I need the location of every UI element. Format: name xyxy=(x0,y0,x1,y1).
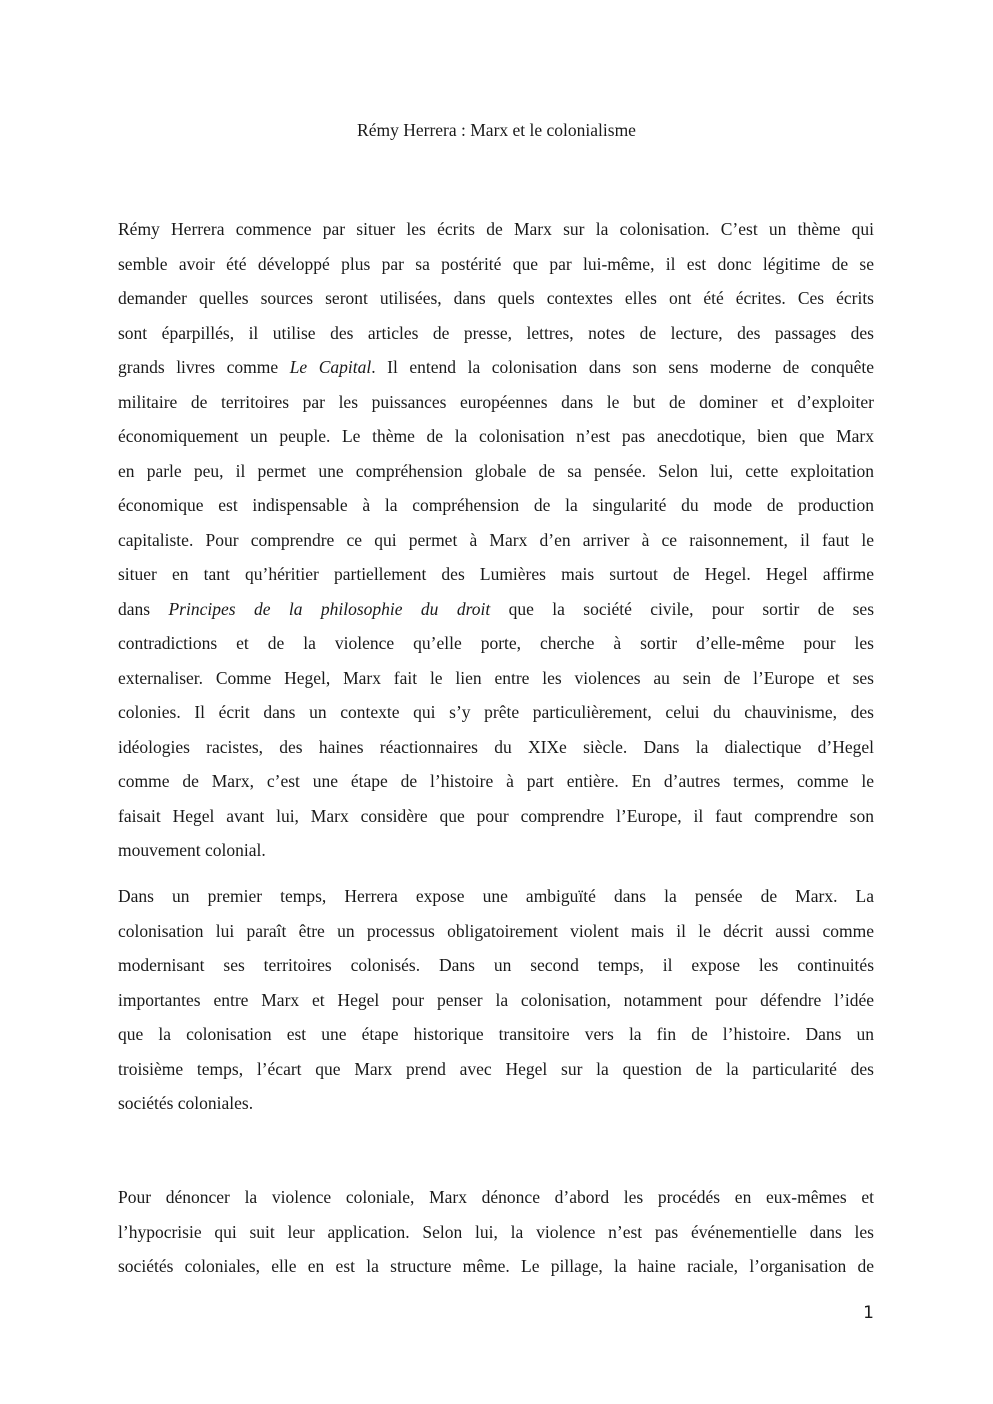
text-line: Rémy Herrera commence par situer les écrits de Marx sur la colonisation. C’est un thème qui xyxy=(118,219,874,239)
text-line: situer en tant qu’héritier partiellement des Lumières mais surtout de Hegel. Hegel affirme xyxy=(118,564,874,584)
text-line: externaliser. Comme Hegel, Marx fait le lien entre les violences au sein de l’Europe et ses xyxy=(118,667,874,688)
text-line: économiquement un peuple. Le thème de la colonisation n’est pas anecdotique, bien que Marx xyxy=(118,426,874,446)
text-line: militaire de territoires par les puissances européennes dans le but de dominer et d’exploiter xyxy=(118,391,874,412)
text-line: mouvement colonial. xyxy=(118,840,266,860)
text-line: colonisation lui paraît être un processus obligatoirement violent mais il le décrit aussi comme xyxy=(118,920,874,941)
paragraph-intro xyxy=(118,212,874,868)
text-segment: . Il entend la colonisation dans son sens moderne de conquête xyxy=(371,357,874,377)
book-title-le-capital: Le Capital xyxy=(289,357,372,377)
text-line: semble avoir été développé plus par sa postérité que par lui-même, il est donc légitime de se xyxy=(118,253,874,274)
document-title: Rémy Herrera : Marx et le colonialisme xyxy=(357,120,636,140)
text-line: sont éparpillés, il utilise des articles de presse, lettres, notes de lecture, des passages des xyxy=(118,322,874,343)
text-line: sociétés coloniales, elle en est la structure même. Le pillage, la haine raciale, l’organisation de xyxy=(118,1256,874,1276)
text-line: modernisant ses territoires colonisés. Dans un second temps, il expose les continuités xyxy=(118,955,874,975)
text-line: que la colonisation est une étape historique transitoire vers la fin de l’histoire. Dans un xyxy=(118,1024,874,1044)
text-segment: grands livres comme xyxy=(118,357,290,377)
text-line: faisait Hegel avant lui, Marx considère que pour comprendre l’Europe, il faut comprendre son xyxy=(118,805,874,826)
text-line: Pour dénoncer la violence coloniale, Marx dénonce d’abord les procédés en eux-mêmes et xyxy=(118,1187,874,1207)
text-line: colonies. Il écrit dans un contexte qui s’y prête particulièrement, celui du chauvinisme, des xyxy=(118,702,874,722)
text-line: économique est indispensable à la compréhension de la singularité du mode de production xyxy=(118,495,874,515)
text-line: idéologies racistes, des haines réactionnaires du XIXe siècle. Dans la dialectique d’Hegel xyxy=(118,736,874,757)
text-line: comme de Marx, c’est une étape de l’histoire à part entière. En d’autres termes, comme le xyxy=(118,771,874,791)
page-number: 1 xyxy=(863,1303,874,1323)
text-line: contradictions et de la violence qu’elle porte, cherche à sortir d’elle-même pour les xyxy=(118,633,874,653)
text-line: sociétés coloniales. xyxy=(118,1093,254,1113)
text-segment: dans xyxy=(118,598,169,619)
text-line xyxy=(118,592,874,627)
text-line: demander quelles sources seront utilisées, dans quels contextes elles ont été écrites. Ces écrits xyxy=(118,288,874,308)
text-segment: que la société civile, pour sortir de ses xyxy=(490,598,874,619)
text-line: l’hypocrisie qui suit leur application. Selon lui, la violence n’est pas événementielle dans les xyxy=(118,1221,874,1242)
text-line: en parle peu, il permet une compréhension globale de sa pensée. Selon lui, cette exploitation xyxy=(118,460,874,481)
text-line xyxy=(118,350,874,385)
paragraph-violence xyxy=(118,1180,874,1284)
text-line: troisième temps, l’écart que Marx prend avec Hegel sur la question de la particularité des xyxy=(118,1058,874,1079)
paragraph-plan xyxy=(118,879,874,1121)
text-line: Dans un premier temps, Herrera expose une ambiguïté dans la pensée de Marx. La xyxy=(118,886,874,906)
text-line: importantes entre Marx et Hegel pour penser la colonisation, notamment pour défendre l’idée xyxy=(118,989,874,1010)
text-line: capitaliste. Pour comprendre ce qui permet à Marx d’en arriver à ce raisonnement, il faut le xyxy=(118,529,874,550)
book-title-principes: Principes de la philosophie du droit xyxy=(168,598,491,619)
